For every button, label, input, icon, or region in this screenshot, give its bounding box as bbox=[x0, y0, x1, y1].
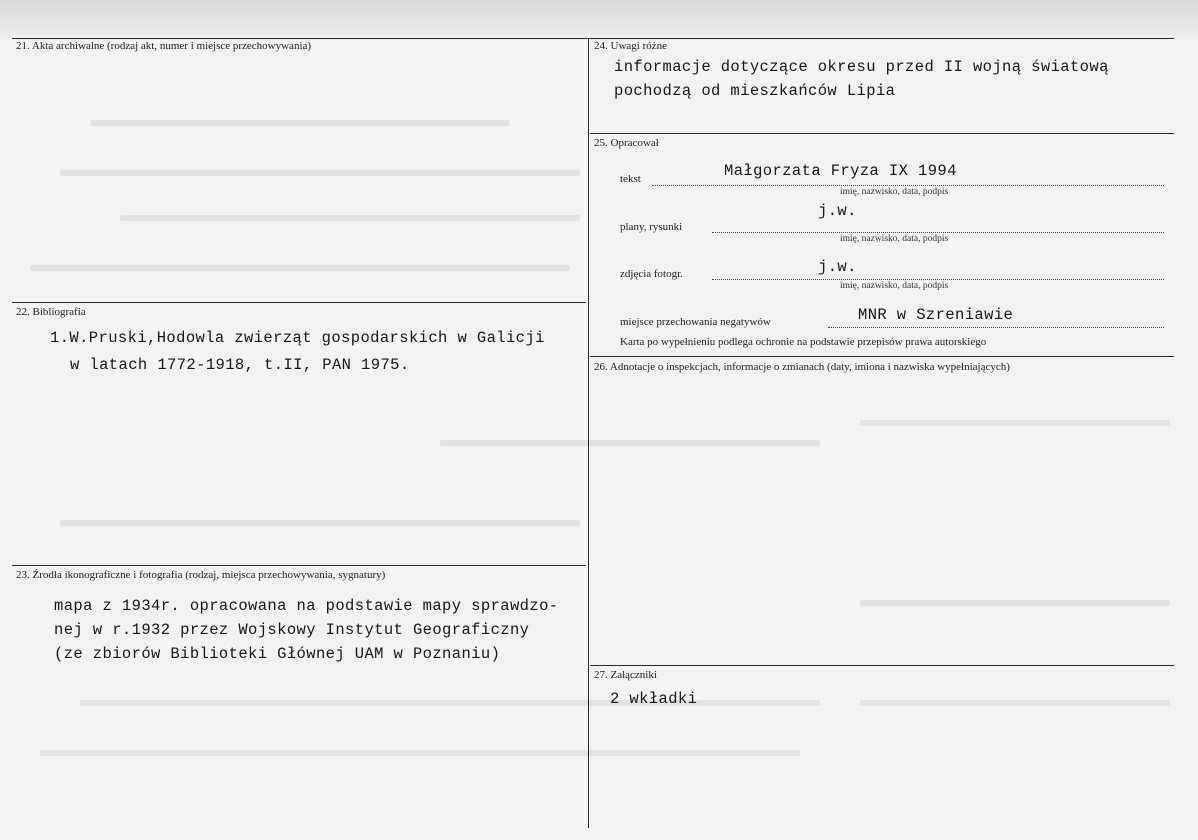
bleed-through bbox=[90, 120, 510, 126]
sources-line-2: nej w r.1932 przez Wojskowy Instytut Geograficzny bbox=[54, 621, 530, 639]
zdjecia-dotted-line bbox=[712, 279, 1164, 280]
bleed-through bbox=[30, 265, 570, 271]
divider-24-25 bbox=[590, 133, 1174, 134]
plany-caption: imię, nazwisko, data, podpis bbox=[840, 234, 949, 244]
center-divider bbox=[588, 38, 589, 828]
bibliography-line-1: 1.W.Pruski,Hodowla zwierząt gospodarskich w Galicji bbox=[50, 329, 545, 347]
plany-dotted-line bbox=[712, 232, 1164, 233]
bleed-through bbox=[860, 700, 1170, 706]
bleed-through bbox=[80, 700, 820, 706]
top-border bbox=[12, 38, 1174, 39]
bleed-through bbox=[860, 420, 1170, 426]
remarks-line-1: informacje dotyczące okresu przed II wojną światową bbox=[614, 58, 1109, 76]
section-26-label: 26. Adnotacje o inspekcjach, informacje o zmianach (daty, imiona i nazwiska wypełniających) bbox=[594, 361, 1010, 373]
miejsce-label: miejsce przechowania negatywów bbox=[620, 316, 771, 328]
tekst-caption: imię, nazwisko, data, podpis bbox=[840, 187, 949, 197]
miejsce-dotted-line bbox=[828, 327, 1164, 328]
zdjecia-value: j.w. bbox=[818, 258, 857, 276]
section-27-label: 27. Załączniki bbox=[594, 669, 657, 681]
section-21-label: 21. Akta archiwalne (rodzaj akt, numer i miejsce przechowywania) bbox=[16, 40, 312, 52]
bibliography-line-2: w latach 1772-1918, t.II, PAN 1975. bbox=[70, 356, 410, 374]
section-24-label: 24. Uwagi różne bbox=[594, 40, 668, 52]
divider-22-23 bbox=[12, 565, 586, 566]
miejsce-value: MNR w Szreniawie bbox=[858, 306, 1014, 324]
section-25-label: 25. Opracował bbox=[594, 137, 659, 149]
bleed-through bbox=[40, 750, 800, 756]
divider-25-26 bbox=[590, 356, 1174, 357]
plany-value: j.w. bbox=[818, 202, 857, 220]
zdjecia-label: zdjęcia fotogr. bbox=[620, 268, 683, 280]
bleed-through bbox=[440, 440, 820, 446]
remarks-line-2: pochodzą od mieszkańców Lipia bbox=[614, 82, 896, 100]
divider-21-22 bbox=[12, 302, 586, 303]
sources-line-3: (ze zbiorów Biblioteki Głównej UAM w Poznaniu) bbox=[54, 645, 501, 663]
bleed-through bbox=[860, 600, 1170, 606]
bleed-through bbox=[60, 170, 580, 176]
top-scan-edge bbox=[0, 0, 1198, 40]
divider-26-27 bbox=[590, 665, 1174, 666]
copyright-note: Karta po wypełnieniu podlega ochronie na podstawie przepisów prawa autorskiego bbox=[620, 336, 987, 348]
attachments-value: 2 wkładki bbox=[610, 690, 698, 708]
plany-label: plany, rysunki bbox=[620, 221, 683, 233]
sources-line-1: mapa z 1934r. opracowana na podstawie mapy sprawdzo- bbox=[54, 597, 559, 615]
tekst-label: tekst bbox=[620, 173, 641, 185]
section-23-label: 23. Źrodła ikonograficzne i fotografia (rodzaj, miejsca przechowywania, sygnatury) bbox=[16, 569, 386, 581]
tekst-dotted-line bbox=[652, 185, 1164, 186]
tekst-value: Małgorzata Fryza IX 1994 bbox=[724, 162, 957, 180]
bleed-through bbox=[120, 215, 580, 221]
section-22-label: 22. Bibliografia bbox=[16, 306, 86, 318]
zdjecia-caption: imię, nazwisko, data, podpis bbox=[840, 281, 949, 291]
bleed-through bbox=[60, 520, 580, 526]
